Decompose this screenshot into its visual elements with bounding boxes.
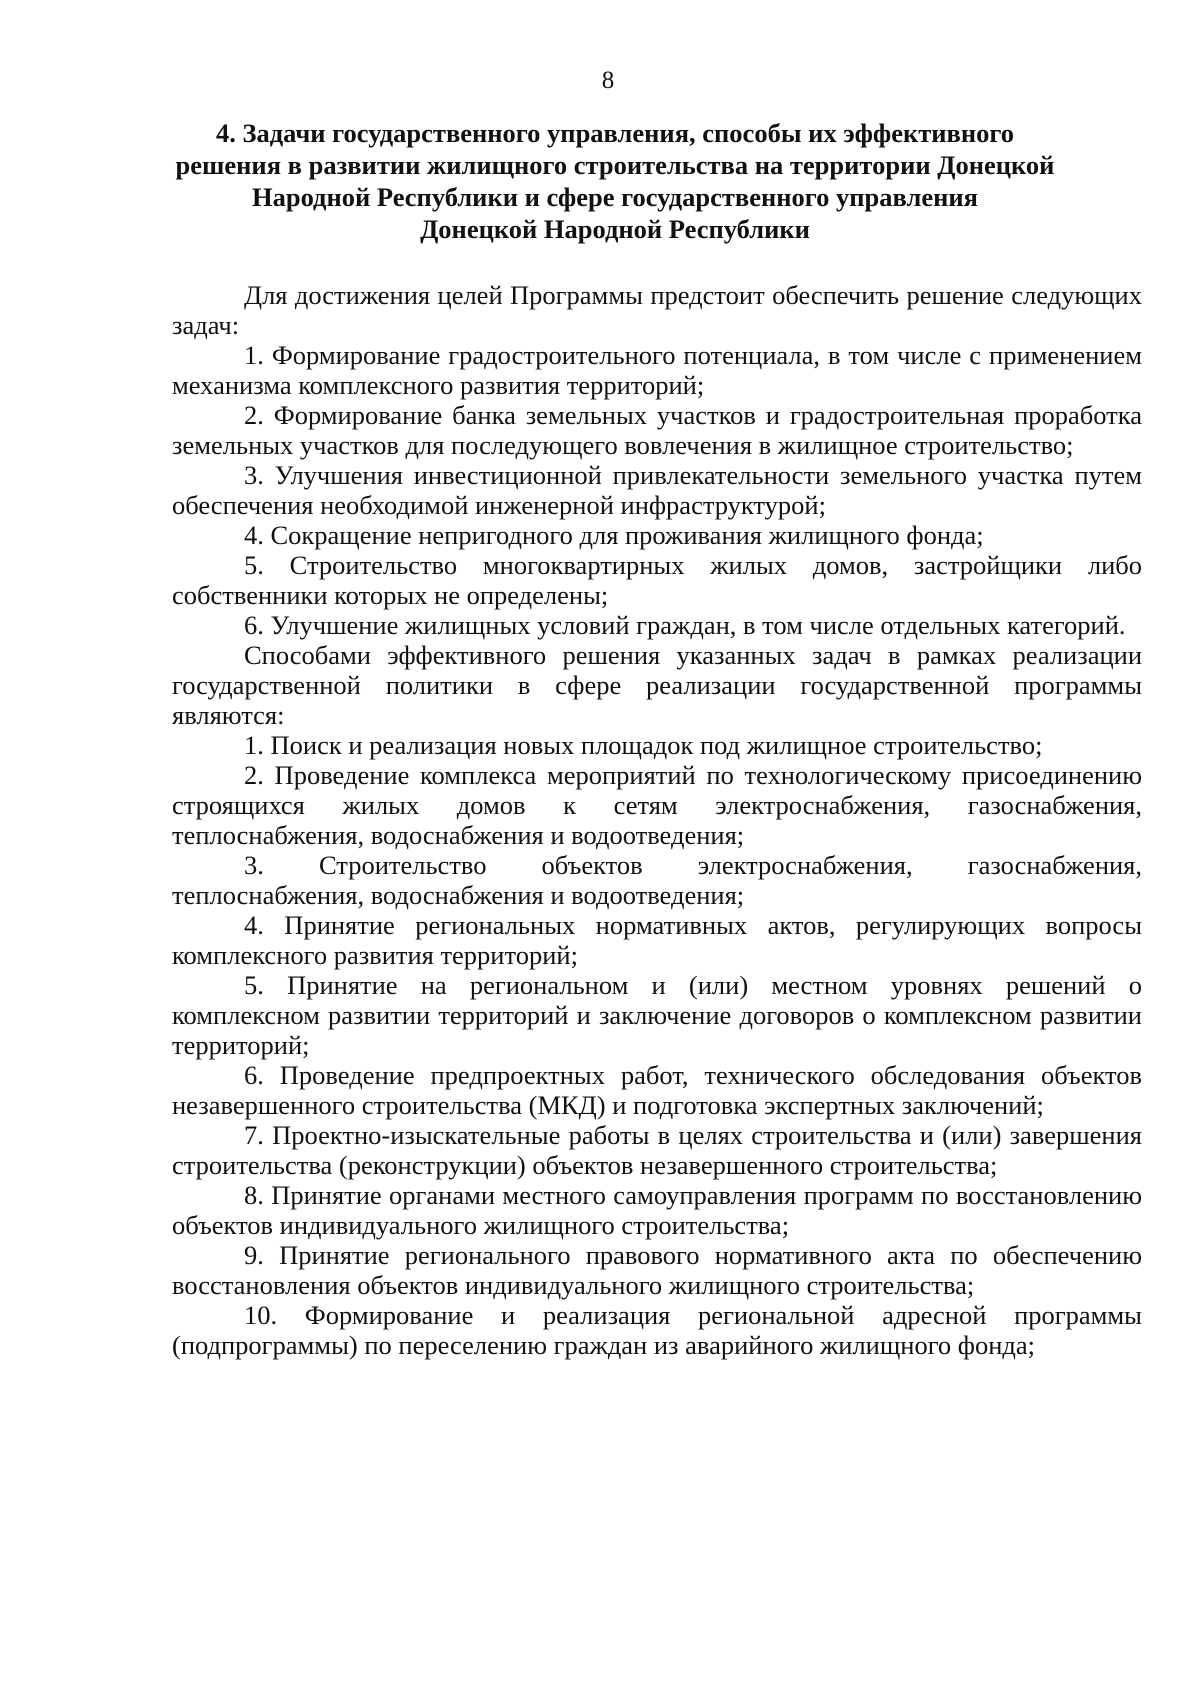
body-text xyxy=(172,280,1142,1360)
task-item: 4. Сокращение непригодного для проживания жилищного фонда; xyxy=(244,520,984,550)
method-item: 7. Проектно-изыскательные работы в целях строительства и (или) завершения строительства (реконструкции) объектов незавершенного строительства; xyxy=(172,1120,1142,1180)
methods-intro-paragraph: Способами эффективного решения указанных задач в рамках реализации государственной политики в сфере реализации государственной программы являются: xyxy=(172,640,1142,730)
heading-line: решения в развитии жилищного строительства на территории Донецкой xyxy=(175,150,1055,180)
heading-line: Народной Республики и сфере государственного управления xyxy=(251,182,979,212)
method-item: 8. Принятие органами местного самоуправления программ по восстановлению объектов индивидуального жилищного строительства; xyxy=(172,1180,1142,1240)
method-item: 4. Принятие региональных нормативных актов, регулирующих вопросы комплексного развития территорий; xyxy=(172,910,1142,970)
heading-line: 4. Задачи государственного управления, способы их эффективного xyxy=(215,118,1015,148)
method-item: 6. Проведение предпроектных работ, технического обследования объектов незавершенного строительства (МКД) и подготовка экспертных заключений; xyxy=(172,1060,1142,1120)
method-item: 5. Принятие на региональном и (или) местном уровнях решений о комплексном развитии территорий и заключение договоров о комплексном развитии территорий; xyxy=(172,970,1142,1060)
method-item: 9. Принятие регионального правового нормативного акта по обеспечению восстановления объектов индивидуального жилищного строительства; xyxy=(172,1240,1142,1300)
task-item: 5. Строительство многоквартирных жилых домов, застройщики либо собственники которых не определены; xyxy=(172,550,1142,610)
intro-paragraph: Для достижения целей Программы предстоит обеспечить решение следующих задач: xyxy=(172,280,1142,340)
method-item: 2. Проведение комплекса мероприятий по технологическому присоединению строящихся жилых домов к сетям электроснабжения, газоснабжения, теплоснабжения, водоснабжения и водоотведения; xyxy=(172,760,1142,850)
task-item: 1. Формирование градостроительного потенциала, в том числе с применением механизма комплексного развития территорий; xyxy=(172,340,1142,400)
heading-line: Донецкой Народной Республики xyxy=(420,214,810,244)
page-number: 8 xyxy=(601,67,615,94)
task-item: 2. Формирование банка земельных участков и градостроительная проработка земельных участков для последующего вовлечения в жилищное строительство; xyxy=(172,400,1142,460)
task-item: 3. Улучшения инвестиционной привлекательности земельного участка путем обеспечения необходимой инженерной инфраструктурой; xyxy=(172,460,1142,520)
method-item: 10. Формирование и реализация региональной адресной программы (подпрограммы) по переселению граждан из аварийного жилищного фонда; xyxy=(172,1300,1142,1360)
task-item: 6. Улучшение жилищных условий граждан, в том числе отдельных категорий. xyxy=(244,610,1126,640)
method-item: 1. Поиск и реализация новых площадок под жилищное строительство; xyxy=(244,730,1043,760)
method-item: 3. Строительство объектов электроснабжения, газоснабжения, теплоснабжения, водоснабжения и водоотведения; xyxy=(172,850,1142,910)
section-heading xyxy=(170,117,1060,245)
